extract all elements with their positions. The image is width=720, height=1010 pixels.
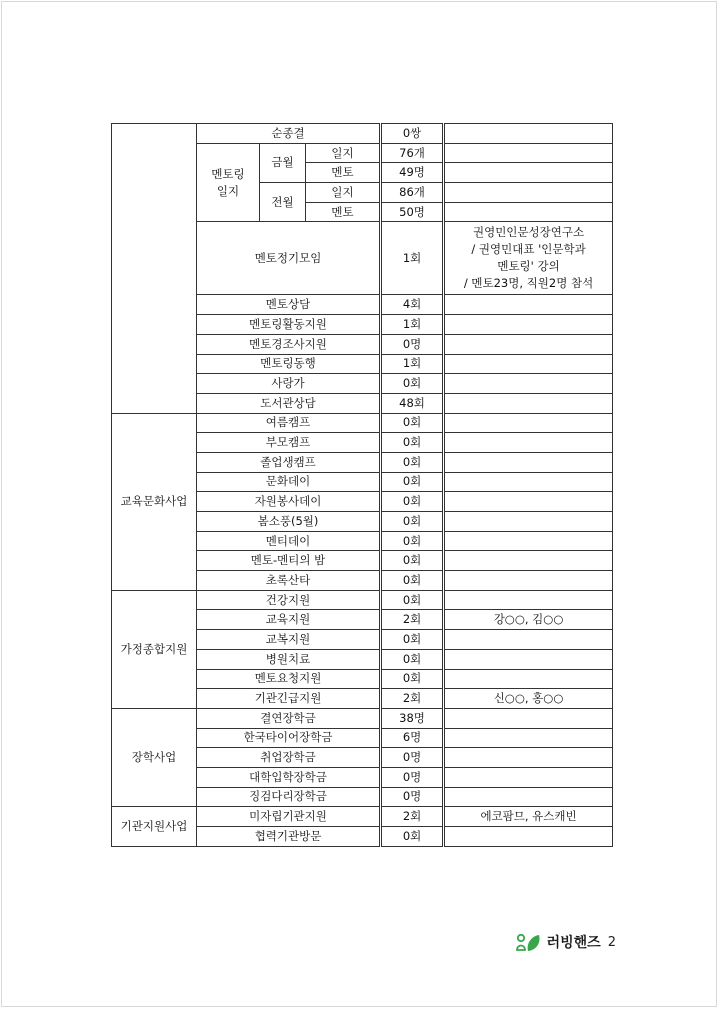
item-cell: 문화데이 [197, 472, 381, 492]
note-cell [444, 452, 613, 472]
value-cell: 1회 [381, 315, 444, 335]
note-cell [444, 315, 613, 335]
note-cell [444, 630, 613, 650]
table-row [112, 590, 613, 610]
page-number: 2 [607, 934, 616, 950]
note-cell [444, 531, 613, 551]
note-cell [444, 708, 613, 728]
note-cell [444, 827, 613, 847]
note-line: 권영민인문성장연구소 [472, 225, 585, 240]
brand-name: 러빙핸즈 [546, 935, 601, 951]
value-cell: 0명 [381, 334, 444, 354]
value-cell: 0회 [381, 531, 444, 551]
value-cell: 0회 [381, 452, 444, 472]
item-cell: 졸업생캠프 [197, 452, 381, 472]
note-cell [444, 748, 613, 768]
note-cell [444, 393, 613, 413]
item-cell: 교육지원 [197, 610, 381, 630]
value-cell: 48회 [381, 393, 444, 413]
value-cell: 0회 [381, 551, 444, 571]
note-cell: 신○○, 홍○○ [444, 689, 613, 709]
note-cell [444, 492, 613, 512]
note-cell [444, 124, 613, 144]
note-cell [444, 649, 613, 669]
value-cell: 0회 [381, 630, 444, 650]
note-cell [444, 163, 613, 183]
item-cell: 취업장학금 [197, 748, 381, 768]
item-cell: 순종결 [197, 124, 381, 144]
value-cell: 2회 [381, 610, 444, 630]
category-cell-scholarship: 장학사업 [112, 708, 197, 806]
note-cell [444, 354, 613, 374]
item-cell: 미자립기관지원 [197, 807, 381, 827]
value-cell: 1회 [381, 354, 444, 374]
value-cell: 2회 [381, 689, 444, 709]
value-cell: 4회 [381, 295, 444, 315]
category-cell-education: 교육문화사업 [112, 413, 197, 590]
item-cell: 초록산타 [197, 571, 381, 591]
item-cell: 건강지원 [197, 590, 381, 610]
item-cell: 멘토정기모임 [197, 222, 381, 295]
category-cell-mentoring [112, 124, 197, 414]
value-cell: 0쌍 [381, 124, 444, 144]
note-cell [444, 551, 613, 571]
value-cell: 0회 [381, 649, 444, 669]
value-cell: 0명 [381, 748, 444, 768]
item-cell: 사랑가 [197, 374, 381, 394]
item-cell: 대학입학장학금 [197, 767, 381, 787]
note-cell [444, 295, 613, 315]
note-cell [444, 512, 613, 532]
item-cell: 봄소풍(5월) [197, 512, 381, 532]
table-row [112, 708, 613, 728]
item-cell: 협력기관방문 [197, 827, 381, 847]
item-cell: 도서관상담 [197, 393, 381, 413]
item-cell: 부모캠프 [197, 433, 381, 453]
table-row [112, 413, 613, 433]
item-cell: 멘토경조사지원 [197, 334, 381, 354]
note-cell [444, 222, 613, 295]
category-cell-agency: 기관지원사업 [112, 807, 197, 846]
note-cell [444, 413, 613, 433]
item-cell: 자원봉사데이 [197, 492, 381, 512]
value-cell: 6명 [381, 728, 444, 748]
value-cell: 86개 [381, 183, 444, 203]
value-cell: 76개 [381, 143, 444, 163]
note-cell [444, 787, 613, 807]
value-cell: 0회 [381, 571, 444, 591]
value-cell: 1회 [381, 222, 444, 295]
value-cell: 0회 [381, 433, 444, 453]
item-cell: 기관긴급지원 [197, 689, 381, 709]
note-cell [444, 767, 613, 787]
note-cell [444, 728, 613, 748]
value-cell: 0회 [381, 472, 444, 492]
value-cell: 0회 [381, 492, 444, 512]
last-month-label: 전월 [260, 183, 306, 222]
note-cell [444, 472, 613, 492]
note-cell [444, 183, 613, 203]
item-cell: 결연장학금 [197, 708, 381, 728]
item-cell: 교복지원 [197, 630, 381, 650]
item-cell: 징검다리장학금 [197, 787, 381, 807]
note-cell: 에코팜므, 유스캐빈 [444, 807, 613, 827]
value-cell: 50명 [381, 202, 444, 222]
item-cell: 멘토링동행 [197, 354, 381, 374]
item-cell: 멘토-멘티의 밤 [197, 551, 381, 571]
value-cell: 0회 [381, 413, 444, 433]
note-cell: 강○○, 김○○ [444, 610, 613, 630]
item-cell: 멘티데이 [197, 531, 381, 551]
value-cell: 38명 [381, 708, 444, 728]
value-cell: 0회 [381, 590, 444, 610]
item-cell: 멘토요청지원 [197, 669, 381, 689]
note-cell [444, 590, 613, 610]
value-cell: 0명 [381, 787, 444, 807]
sub-item-cell: 멘토 [306, 163, 381, 183]
activity-report-table [111, 123, 613, 847]
note-cell [444, 571, 613, 591]
page-footer [515, 931, 616, 953]
note-line: / 멘토23명, 직원2명 참석 [463, 276, 594, 291]
note-cell [444, 143, 613, 163]
item-cell: 멘토링활동지원 [197, 315, 381, 335]
note-line: / 권영민대표 '인문학과 [471, 242, 586, 257]
note-cell [444, 334, 613, 354]
note-cell [444, 374, 613, 394]
this-month-label: 금월 [260, 143, 306, 182]
value-cell: 49명 [381, 163, 444, 183]
item-cell: 여름캠프 [197, 413, 381, 433]
sub-item-cell: 일지 [306, 143, 381, 163]
value-cell: 2회 [381, 807, 444, 827]
two-heads-leaf-icon [515, 931, 543, 953]
note-cell [444, 202, 613, 222]
note-cell [444, 669, 613, 689]
table-row [112, 124, 613, 144]
item-cell: 병원치료 [197, 649, 381, 669]
category-cell-family: 가정종합지원 [112, 590, 197, 708]
note-cell [444, 433, 613, 453]
value-cell: 0회 [381, 669, 444, 689]
sub-item-cell: 멘토 [306, 202, 381, 222]
item-cell: 한국타이어장학금 [197, 728, 381, 748]
item-cell: 멘토상담 [197, 295, 381, 315]
value-cell: 0회 [381, 827, 444, 847]
sub-item-cell: 일지 [306, 183, 381, 203]
note-line: 멘토링' 강의 [497, 259, 560, 274]
mentoring-log-label: 멘토링 일지 [197, 143, 260, 222]
value-cell: 0회 [381, 374, 444, 394]
value-cell: 0회 [381, 512, 444, 532]
table-row [112, 807, 613, 827]
value-cell: 0명 [381, 767, 444, 787]
